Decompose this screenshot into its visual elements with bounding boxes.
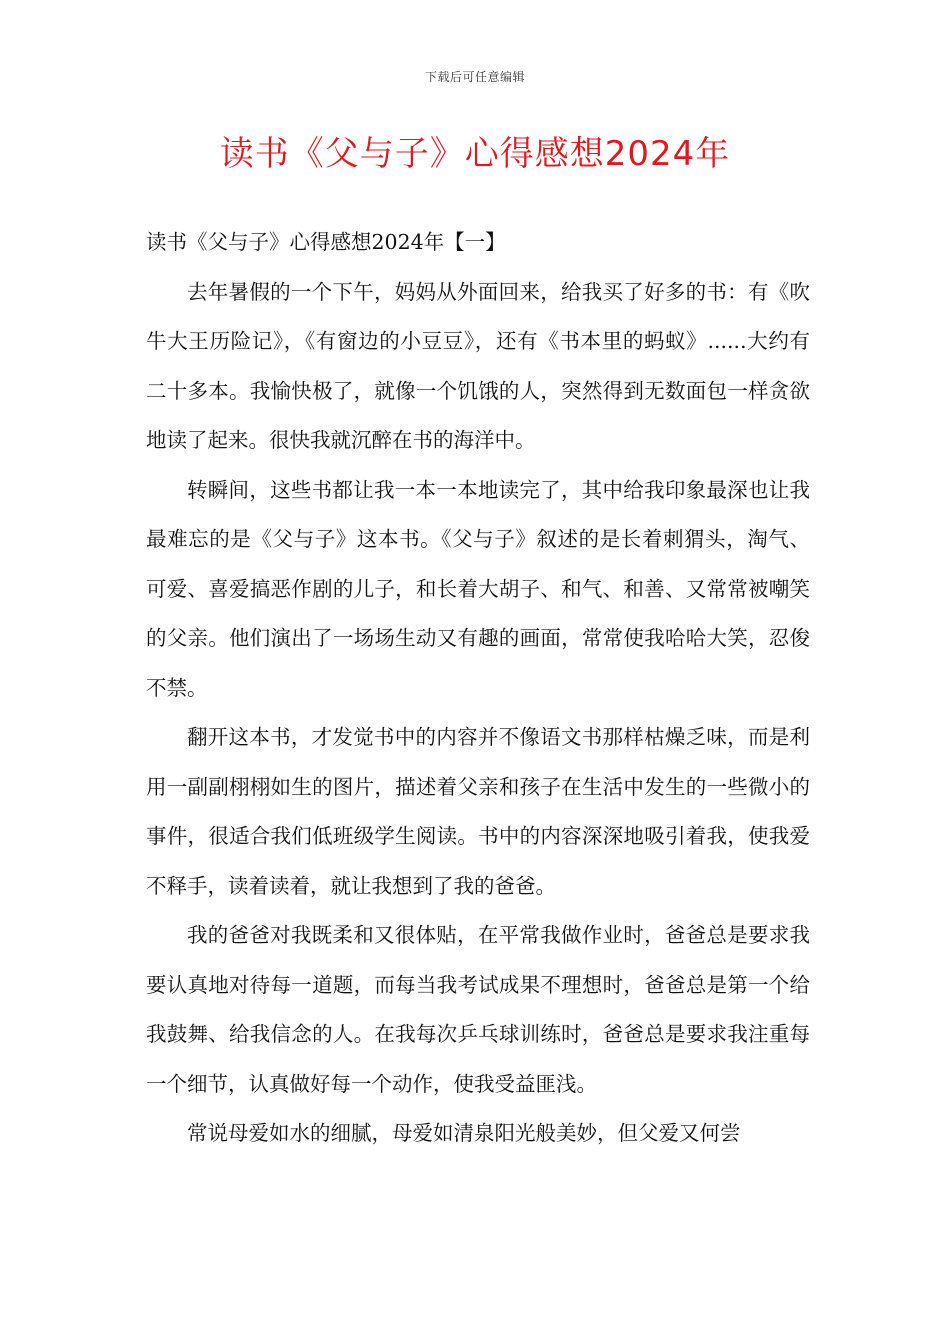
section-heading: 读书《父与子》心得感想2024年【一】 (146, 230, 506, 254)
header-note: 下载后可任意编辑 (424, 70, 525, 84)
paragraph-2: 转瞬间，这些书都让我一本一本地读完了，其中给我印象最深也让我最难忘的是《父与子》这本书。《父与子》叙述的是长着刺猬头，淘气、可爱、喜爱搞恶作剧的儿子，和长着大胡子、和气、和善、又常常被嘲笑的父亲。他们演出了一场场生动又有趣的画面，常常使我哈哈大笑，忍俊不禁。 (146, 477, 810, 700)
document-title: 读书《父与子》心得感想2024年 (219, 134, 731, 174)
paragraph-4: 我的爸爸对我既柔和又很体贴，在平常我做作业时，爸爸总是要求我要认真地对待每一道题，而每当我考试成果不理想时，爸爸总是第一个给我鼓舞、给我信念的人。在我每次乒乓球训练时，爸爸总是要求我注重每一个细节，认真做好每一个动作，使我受益匪浅。 (146, 923, 810, 1096)
paragraph-3: 翻开这本书，才发觉书中的内容并不像语文书那样枯燥乏味，而是利用一副副栩栩如生的图片，描述着父亲和孩子在生活中发生的一些微小的事件，很适合我们低班级学生阅读。书中的内容深深地吸引着我，使我爱不释手，读着读着，就让我想到了我的爸爸。 (146, 725, 810, 898)
paragraph-5: 常说母爱如水的细腻，母爱如清泉阳光般美妙，但父爱又何尝 (187, 1121, 741, 1145)
paragraph-1: 去年暑假的一个下午，妈妈从外面回来，给我买了好多的书：有《吹牛大王历险记》，《有窗边的小豆豆》，还有《书本里的蚂蚁》......大约有二十多本。我愉快极了，就像一个饥饿的人，突然得到无数面包一样贪欲地读了起来。很快我就沉醉在书的海洋中。 (146, 279, 810, 452)
document-body (146, 218, 810, 1159)
